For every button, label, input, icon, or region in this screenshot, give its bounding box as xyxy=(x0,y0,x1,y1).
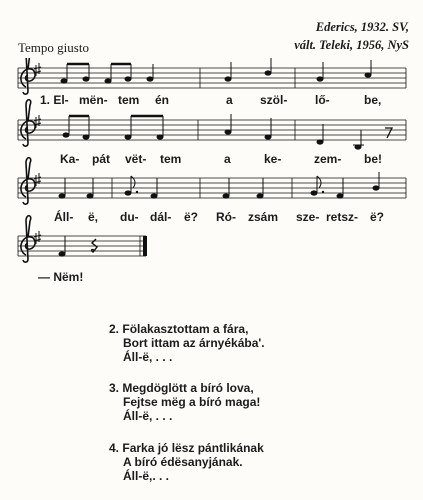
staff-system-1 xyxy=(18,58,406,94)
stanza-line: Bort ittam az árnyékába'. xyxy=(123,336,265,350)
lyric-syllable: a xyxy=(226,93,233,107)
source-line-2: vált. Teleki, 1956, NyS xyxy=(294,38,409,52)
lyric-syllable: retsz- xyxy=(326,210,359,224)
stanza-number: 2. xyxy=(109,322,120,336)
lyric-syllable: Áll- xyxy=(54,210,74,224)
tempo-marking: Tempo giusto xyxy=(18,40,89,55)
lyric-syllable: dál- xyxy=(150,210,172,224)
stanza-line: Áll-ë, . . . xyxy=(123,409,173,423)
lyric-syllable: lő- xyxy=(315,93,330,107)
lyric-syllable: Ró- xyxy=(216,210,236,224)
stanza-3 xyxy=(109,381,260,423)
lyric-syllable: pát xyxy=(92,152,110,166)
lyric-syllable: zsám xyxy=(248,210,279,224)
lyric-syllable: én xyxy=(155,93,170,107)
lyric-syllable: ë, xyxy=(88,210,99,224)
lyric-syllable: a xyxy=(224,152,231,166)
stanza-line: Fejtse mëg a bíró maga! xyxy=(123,395,261,409)
lyric-syllable: Ka- xyxy=(60,152,80,166)
lyric-syllable: zem- xyxy=(314,152,342,166)
source-line-1: Ederics, 1932. SV, xyxy=(315,20,409,34)
stanza-4 xyxy=(109,441,264,483)
lyric-syllable: sze- xyxy=(296,210,320,224)
stanza-line: Áll-ë,. . . xyxy=(123,469,170,483)
lyric-syllable: mën- xyxy=(79,93,108,107)
stanza-line: A bíró édësanyjának. xyxy=(123,455,243,469)
lyric-syllable: be, xyxy=(364,93,382,107)
stanza-2 xyxy=(109,322,265,364)
lyric-syllable: — Nëm! xyxy=(38,270,84,284)
lyric-syllable: ke- xyxy=(264,152,282,166)
stanza-line: Fölakasztottam a fára, xyxy=(122,322,249,336)
lyric-syllable: ë? xyxy=(370,210,385,224)
lyric-syllable: tem xyxy=(118,93,140,107)
lyric-syllable: tem xyxy=(160,152,182,166)
stanza-number: 4. xyxy=(109,441,120,455)
stanza-line: Áll-ë, . . . xyxy=(123,350,173,364)
lyric-syllable: be! xyxy=(364,152,382,166)
stanza-line: Farka jó lësz pántlikának xyxy=(122,441,264,455)
stanza-number: 3. xyxy=(109,381,120,395)
stanza-line: Megdöglött a bíró lova, xyxy=(122,381,254,395)
lyric-syllable: 1. El- xyxy=(40,93,69,107)
staff-system-2 xyxy=(18,100,406,150)
lyric-syllable: vët- xyxy=(125,152,147,166)
lyric-syllable: du- xyxy=(120,210,139,224)
lyric-syllable: szöl- xyxy=(260,93,288,107)
lyric-syllable: ë? xyxy=(184,210,199,224)
